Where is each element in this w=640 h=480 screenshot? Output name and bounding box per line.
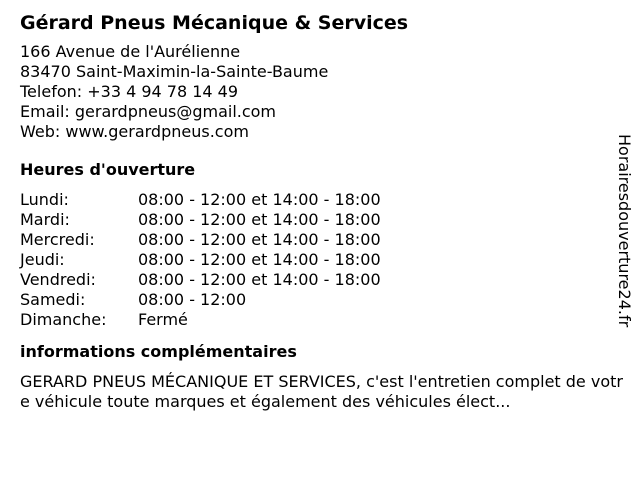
time-value: 08:00 - 12:00 et 14:00 - 18:00 — [138, 190, 381, 209]
hours-row-jeudi — [20, 250, 610, 270]
site-watermark: Horairesdouverture24.fr — [615, 134, 634, 328]
day-label: Mercredi: — [20, 230, 95, 249]
info-heading: informations complémentaires — [20, 342, 297, 361]
day-label: Samedi: — [20, 290, 86, 309]
street-address: 166 Avenue de l'Aurélienne — [20, 42, 241, 61]
day-label: Lundi: — [20, 190, 69, 209]
hours-row-samedi — [20, 290, 610, 310]
hours-row-vendredi — [20, 270, 610, 290]
email-address: Email: gerardpneus@gmail.com — [20, 102, 277, 121]
hours-row-dimanche — [20, 310, 610, 330]
phone-number: Telefon: +33 4 94 78 14 49 — [20, 82, 239, 101]
hours-table — [20, 190, 610, 330]
day-label: Dimanche: — [20, 310, 107, 329]
website: Web: www.gerardpneus.com — [20, 122, 249, 141]
business-card — [20, 10, 623, 412]
time-value: 08:00 - 12:00 et 14:00 - 18:00 — [138, 250, 381, 269]
hours-row-mercredi — [20, 230, 610, 250]
contact-block — [20, 42, 610, 142]
day-label: Jeudi: — [20, 250, 65, 269]
hours-row-mardi — [20, 210, 610, 230]
business-name: Gérard Pneus Mécanique & Services — [20, 12, 409, 34]
city-address: 83470 Saint-Maximin-la-Sainte-Baume — [20, 62, 329, 81]
hours-heading: Heures d'ouverture — [20, 160, 196, 179]
time-value: 08:00 - 12:00 et 14:00 - 18:00 — [138, 230, 381, 249]
day-label: Vendredi: — [20, 270, 96, 289]
time-value: 08:00 - 12:00 — [138, 290, 247, 309]
day-label: Mardi: — [20, 210, 70, 229]
time-value: 08:00 - 12:00 et 14:00 - 18:00 — [138, 210, 381, 229]
info-description: GERARD PNEUS MÉCANIQUE ET SERVICES, c'est l'entretien complet de votre véhicule toute marques et également des véhicules élect... — [20, 372, 623, 411]
time-value: 08:00 - 12:00 et 14:00 - 18:00 — [138, 270, 381, 289]
time-value: Fermé — [138, 310, 188, 329]
hours-row-lundi — [20, 190, 610, 210]
